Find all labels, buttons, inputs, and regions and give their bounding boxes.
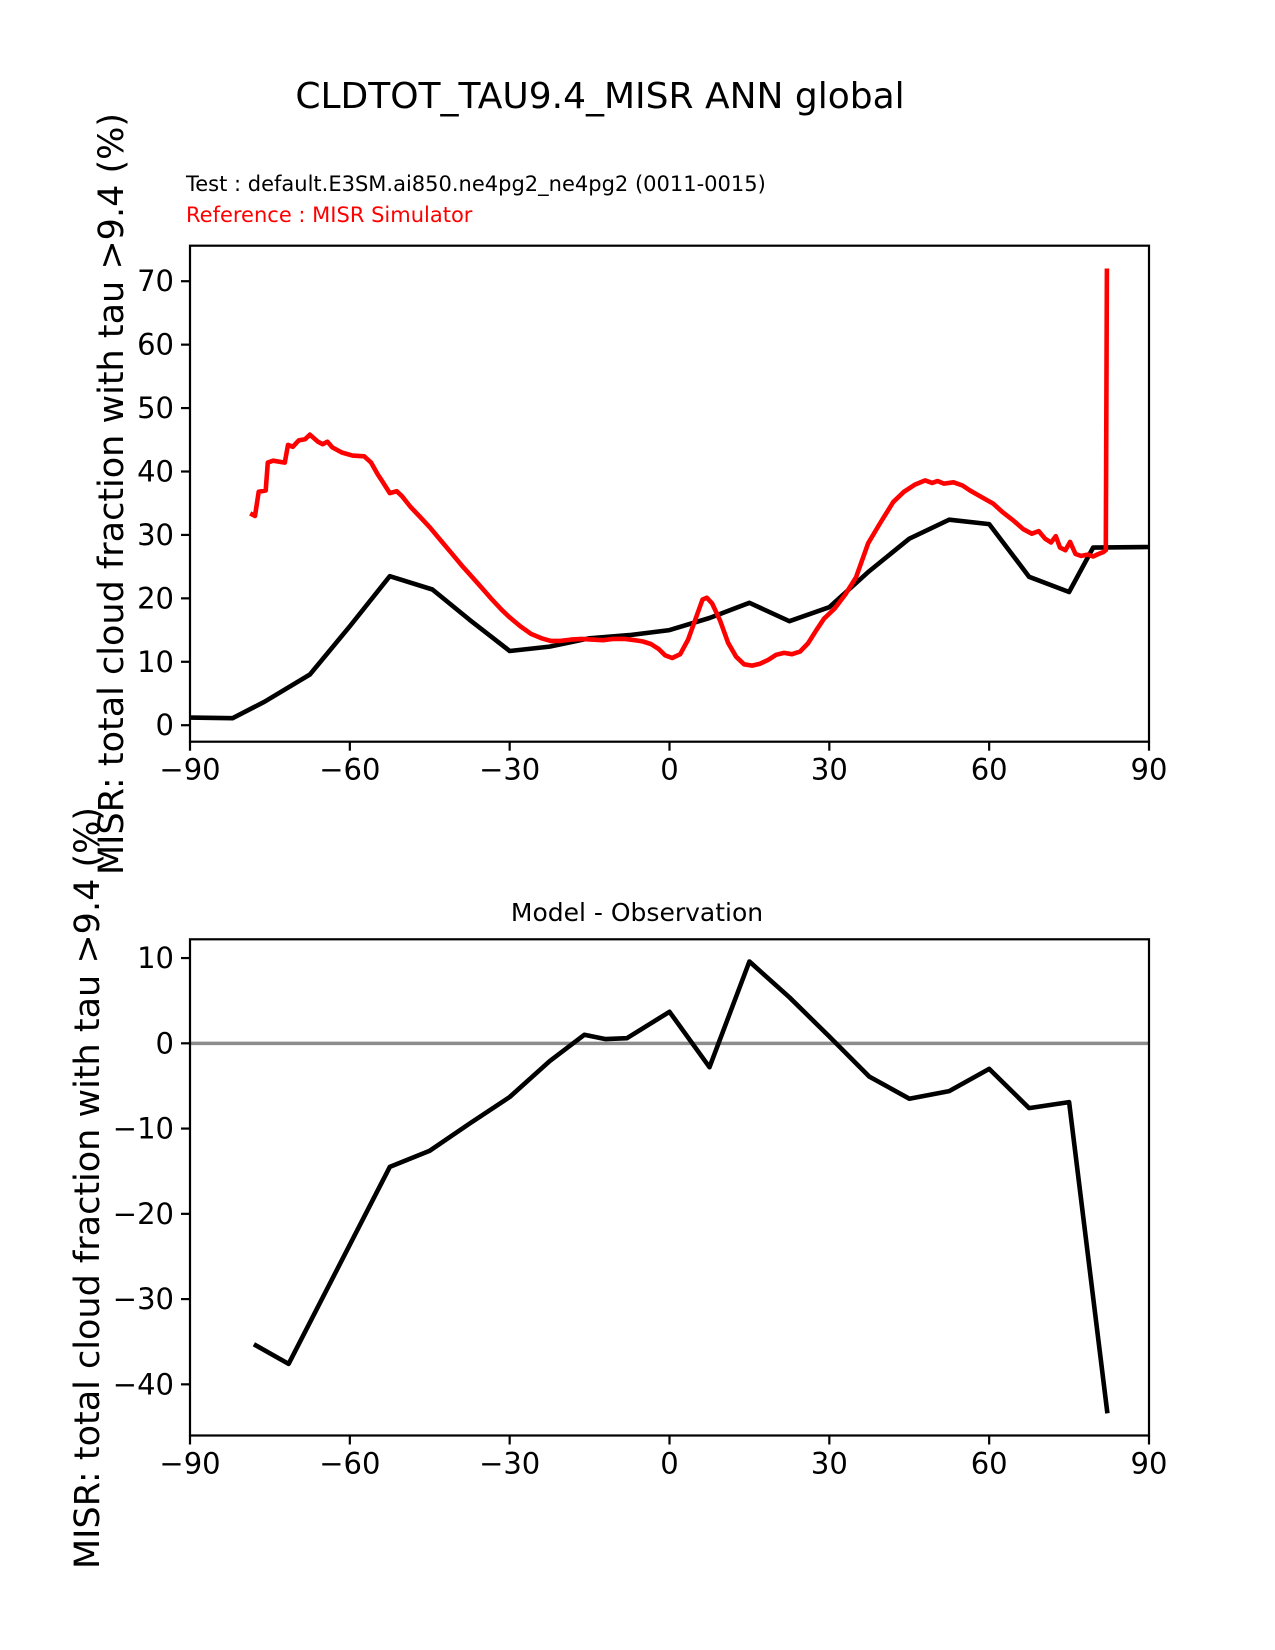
x-tick-label: 90 xyxy=(1130,752,1168,787)
x-tick-label: −90 xyxy=(159,1446,221,1481)
y-tick-label: 40 xyxy=(137,454,174,489)
y-axis-label-top: MISR: total cloud fraction with tau >9.4 (%) xyxy=(92,112,132,876)
axis-box xyxy=(190,246,1149,742)
x-tick-label: −60 xyxy=(319,1446,381,1481)
y-tick-label: −30 xyxy=(112,1282,174,1317)
x-tick-label: −60 xyxy=(319,752,381,787)
test-curve xyxy=(190,520,1149,719)
x-tick-label: 60 xyxy=(970,1446,1008,1481)
diff-plot xyxy=(113,939,1168,1480)
reference-curve xyxy=(250,269,1107,666)
y-tick-label: 70 xyxy=(137,264,174,299)
y-tick-label: 50 xyxy=(137,391,174,426)
y-tick-label: 10 xyxy=(137,644,174,679)
x-tick-label: −30 xyxy=(479,752,541,787)
x-tick-label: 90 xyxy=(1130,1446,1168,1481)
x-tick-label: 60 xyxy=(970,752,1008,787)
main-plot xyxy=(137,246,1167,787)
test-subtitle: Test : default.E3SM.ai850.ne4pg2_ne4pg2 (0011-0015) xyxy=(186,172,766,196)
y-tick-label: 30 xyxy=(137,517,174,552)
x-tick-label: −30 xyxy=(479,1446,541,1481)
x-tick-label: 0 xyxy=(660,752,679,787)
figure-title: CLDTOT_TAU9.4_MISR ANN global xyxy=(295,76,905,117)
x-tick-label: 0 xyxy=(660,1446,679,1481)
y-tick-label: 0 xyxy=(155,1026,174,1061)
x-tick-label: −90 xyxy=(159,752,221,787)
reference-subtitle: Reference : MISR Simulator xyxy=(186,203,473,227)
x-tick-label: 30 xyxy=(810,752,848,787)
y-tick-label: 60 xyxy=(137,327,174,362)
y-tick-label: 10 xyxy=(137,941,174,976)
y-tick-label: 0 xyxy=(155,708,174,743)
y-tick-label: −10 xyxy=(112,1111,174,1146)
difference-curve xyxy=(254,962,1108,1414)
x-tick-label: 30 xyxy=(810,1446,848,1481)
y-axis-label-bottom: MISR: total cloud fraction with tau >9.4 (%) xyxy=(68,806,108,1570)
y-tick-label: −20 xyxy=(112,1196,174,1231)
diff-plot-title: Model - Observation xyxy=(510,898,764,927)
y-tick-label: 20 xyxy=(137,581,174,616)
y-tick-label: −40 xyxy=(112,1367,174,1402)
